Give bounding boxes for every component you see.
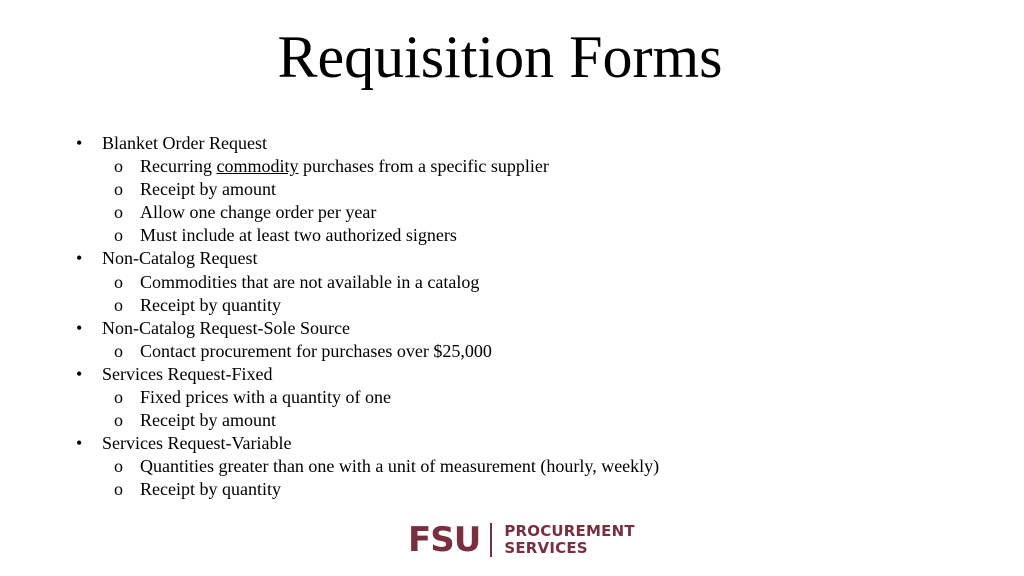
sub-item-text: Receipt by quantity bbox=[140, 479, 281, 500]
sub-item-text: Fixed prices with a quantity of one bbox=[140, 387, 391, 408]
bullet-icon: • bbox=[76, 363, 83, 384]
sub-bullet-icon: o bbox=[114, 202, 123, 223]
sub-bullet-icon: o bbox=[114, 294, 123, 315]
bullet-list bbox=[76, 132, 976, 502]
bullet-icon: • bbox=[76, 433, 83, 454]
list-item bbox=[76, 317, 976, 340]
sub-bullet-icon: o bbox=[114, 156, 123, 177]
sub-item-text: Receipt by quantity bbox=[140, 294, 281, 315]
sub-bullet-icon: o bbox=[114, 179, 123, 200]
sub-item-text: Allow one change order per year bbox=[140, 202, 377, 223]
list-item-label: Services Request-Fixed bbox=[102, 363, 273, 384]
sub-item-text: Receipt by amount bbox=[140, 179, 276, 200]
sub-bullet-icon: o bbox=[114, 340, 123, 361]
bullet-icon: • bbox=[76, 317, 83, 338]
list-item bbox=[76, 363, 976, 386]
fsu-procurement-logo bbox=[408, 521, 635, 559]
sub-list-item bbox=[76, 340, 976, 363]
sub-item-text: Quantities greater than one with a unit of measurement (hourly, weekly) bbox=[140, 456, 660, 477]
sub-list-item bbox=[76, 386, 976, 409]
sub-list-item bbox=[76, 155, 976, 178]
list-item bbox=[76, 247, 976, 270]
sub-bullet-icon: o bbox=[114, 479, 123, 500]
logo-line-procurement: PROCUREMENT bbox=[504, 522, 635, 540]
sub-list-item bbox=[76, 201, 976, 224]
sub-list-item bbox=[76, 409, 976, 432]
sub-list-item bbox=[76, 478, 976, 501]
sub-item-text: Receipt by amount bbox=[140, 410, 276, 431]
logo-divider bbox=[490, 523, 492, 557]
logo-text bbox=[504, 523, 634, 557]
sub-list-item bbox=[76, 294, 976, 317]
commodity-link[interactable]: commodity bbox=[216, 156, 299, 177]
fsu-wordmark: FSU bbox=[408, 520, 481, 560]
sub-bullet-icon: o bbox=[114, 456, 123, 477]
sub-bullet-icon: o bbox=[114, 225, 123, 246]
sub-list-item bbox=[76, 224, 976, 247]
list-item bbox=[76, 132, 976, 155]
sub-bullet-icon: o bbox=[114, 387, 123, 408]
sub-bullet-icon: o bbox=[114, 271, 123, 292]
logo-line-services: SERVICES bbox=[504, 539, 588, 557]
sub-bullet-icon: o bbox=[114, 410, 123, 431]
sub-item-text: Contact procurement for purchases over $25,000 bbox=[140, 340, 492, 361]
bullet-icon: • bbox=[76, 248, 83, 269]
page-title: Requisition Forms bbox=[277, 24, 723, 90]
sub-item-text-before: Recurring bbox=[140, 156, 217, 177]
sub-list-item bbox=[76, 455, 976, 478]
sub-item-text: Commodities that are not available in a catalog bbox=[140, 271, 480, 292]
sub-list-item bbox=[76, 271, 976, 294]
list-item-label: Non-Catalog Request-Sole Source bbox=[102, 317, 350, 338]
list-item-label: Blanket Order Request bbox=[102, 133, 267, 153]
sub-item-text-after: purchases from a specific supplier bbox=[298, 156, 549, 177]
sub-item-text: Must include at least two authorized signers bbox=[140, 225, 457, 246]
bullet-icon: • bbox=[76, 133, 83, 153]
list-item-label: Non-Catalog Request bbox=[102, 248, 258, 269]
list-item-label: Services Request-Variable bbox=[102, 433, 292, 454]
sub-list-item bbox=[76, 178, 976, 201]
list-item bbox=[76, 432, 976, 455]
